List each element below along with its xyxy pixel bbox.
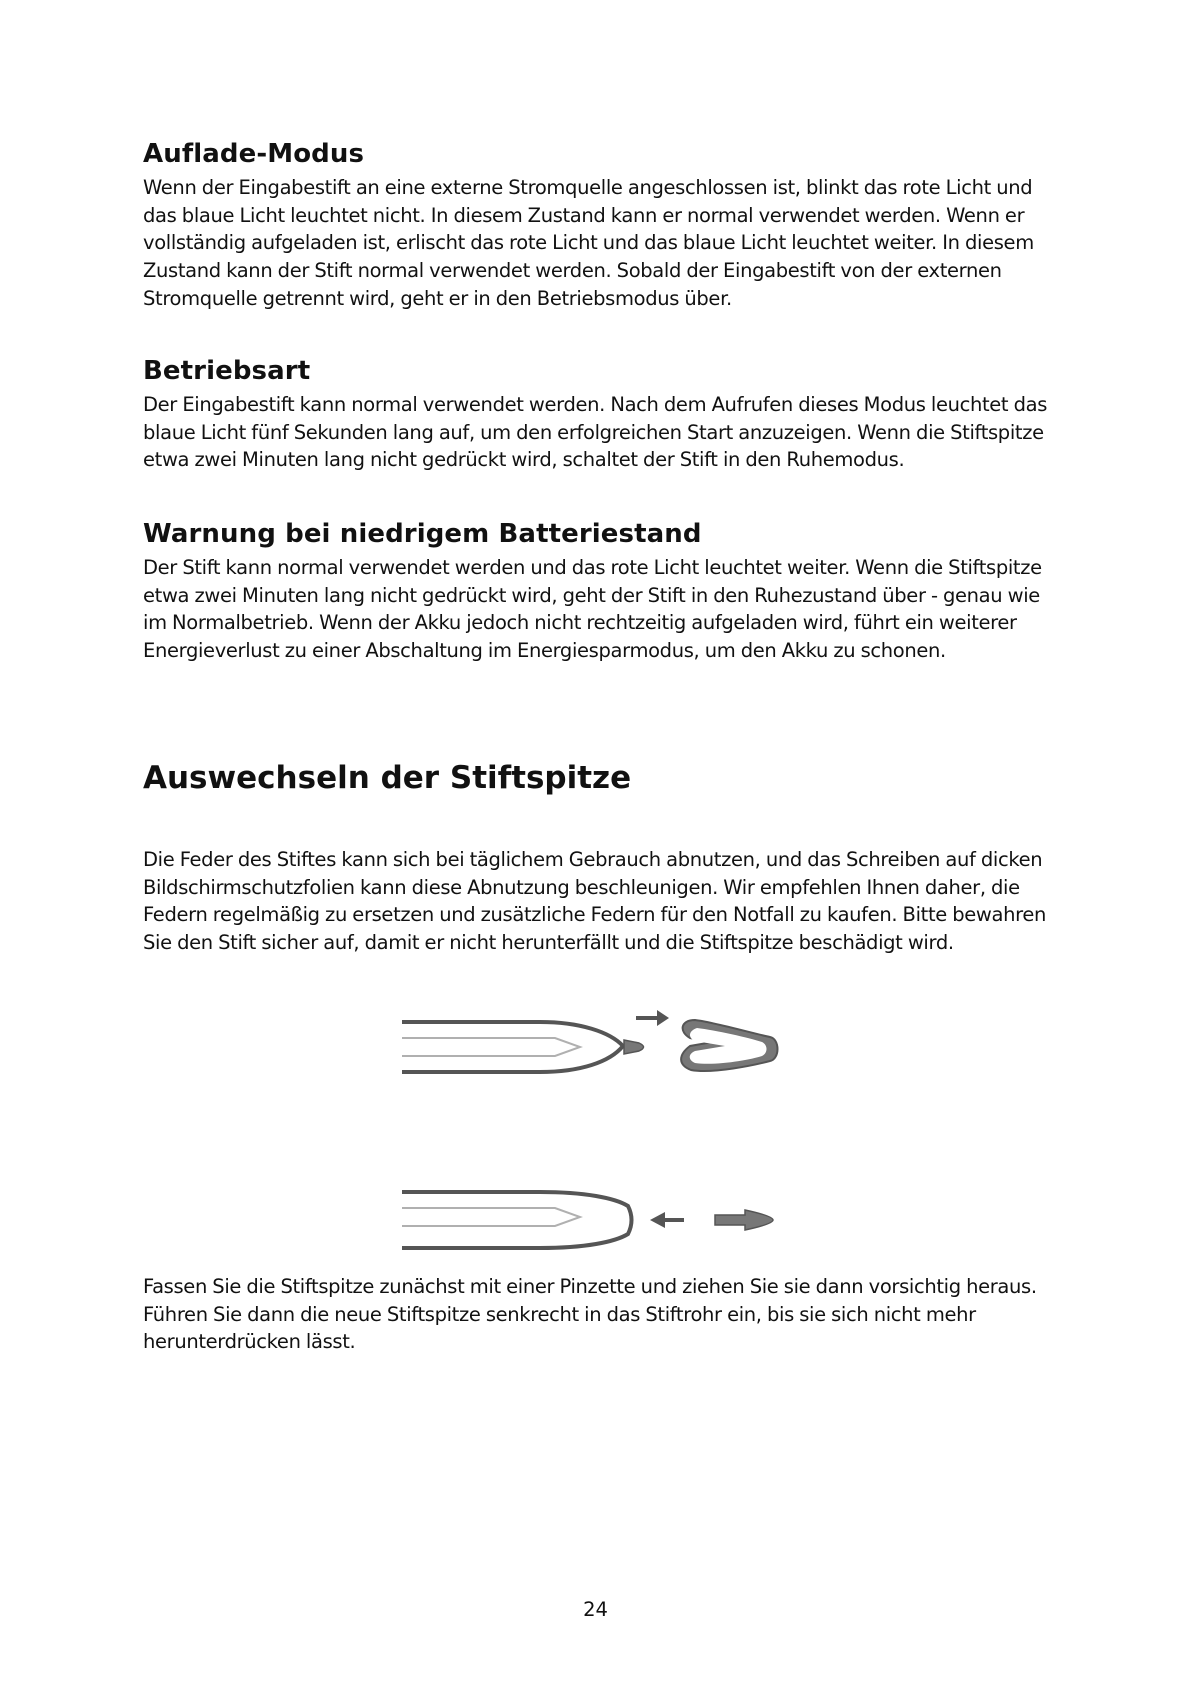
- tip-replacement-illustration: [395, 1010, 815, 1270]
- replace-tip-instructions-text: Fassen Sie die Stiftspitze zunächst mit einer Pinzette und ziehen Sie sie dann vorsichtig heraus. Führen Sie dann die neue Stiftspitze senkrecht in das Stiftrohr ein, bis sie sich nicht mehr herunterdrücken lässt.: [143, 1275, 1037, 1354]
- page-title-auswechseln: Auswechseln der Stiftspitze: [143, 760, 632, 796]
- section-text-auflade-modus: Wenn der Eingabestift an eine externe Stromquelle angeschlossen ist, blinkt das rote Licht und das blaue Licht leuchtet nicht. In diesem Zustand kann er normal verwendet werden. Wenn er vollständig aufgeladen ist, erlischt das rote Licht und das blaue Licht leuchtet weiter. In diesem Zustand kann der Stift normal verwendet werden. Sobald der Eingabestift von der externen Stromquelle getrennt wird, geht er in den Betriebsmodus über.: [143, 176, 1034, 310]
- section-heading-betriebsart: Betriebsart: [143, 356, 311, 386]
- pen-body-icon: [402, 1022, 623, 1072]
- tweezers-icon: [681, 1020, 777, 1071]
- section-text-betriebsart: Der Eingabestift kann normal verwendet werden. Nach dem Aufrufen dieses Modus leuchtet das blaue Licht fünf Sekunden lang auf, um den erfolgreichen Start anzuzeigen. Wenn die Stiftspitze etwa zwei Minuten lang nicht gedrückt wird, schaltet der Stift in den Ruhemodus.: [143, 393, 1048, 472]
- pen-tip-icon: [624, 1040, 644, 1054]
- page-number: 24: [583, 1598, 608, 1621]
- replace-tip-intro-text: Die Feder des Stiftes kann sich bei täglichem Gebrauch abnutzen, und das Schreiben auf dicken Bildschirmschutzfolien kann diese Abnutzung beschleunigen. Wir empfehlen Ihnen daher, die Federn regelmäßig zu ersetzen und zusätzliche Federn für den Notfall zu kaufen. Bitte bewahren Sie den Stift sicher auf, damit er nicht herunterfällt und die Stiftspitze beschädigt wird.: [143, 848, 1047, 955]
- pen-body-icon: [402, 1192, 632, 1248]
- new-tip-icon: [715, 1210, 773, 1230]
- arrow-right-icon: [636, 1010, 669, 1026]
- section-heading-auflade-modus: Auflade-Modus: [143, 139, 365, 169]
- section-heading-warnung: Warnung bei niedrigem Batteriestand: [143, 519, 702, 549]
- section-text-warnung: Der Stift kann normal verwendet werden und das rote Licht leuchtet weiter. Wenn die Stiftspitze etwa zwei Minuten lang nicht gedrückt wird, geht der Stift in den Ruhezustand über - genau wie im Normalbetrieb. Wenn der Akku jedoch nicht rechtzeitig aufgeladen wird, führt ein weiterer Energieverlust zu einer Abschaltung im Energiesparmodus, um den Akku zu schonen.: [143, 556, 1042, 663]
- arrow-left-icon: [650, 1212, 684, 1228]
